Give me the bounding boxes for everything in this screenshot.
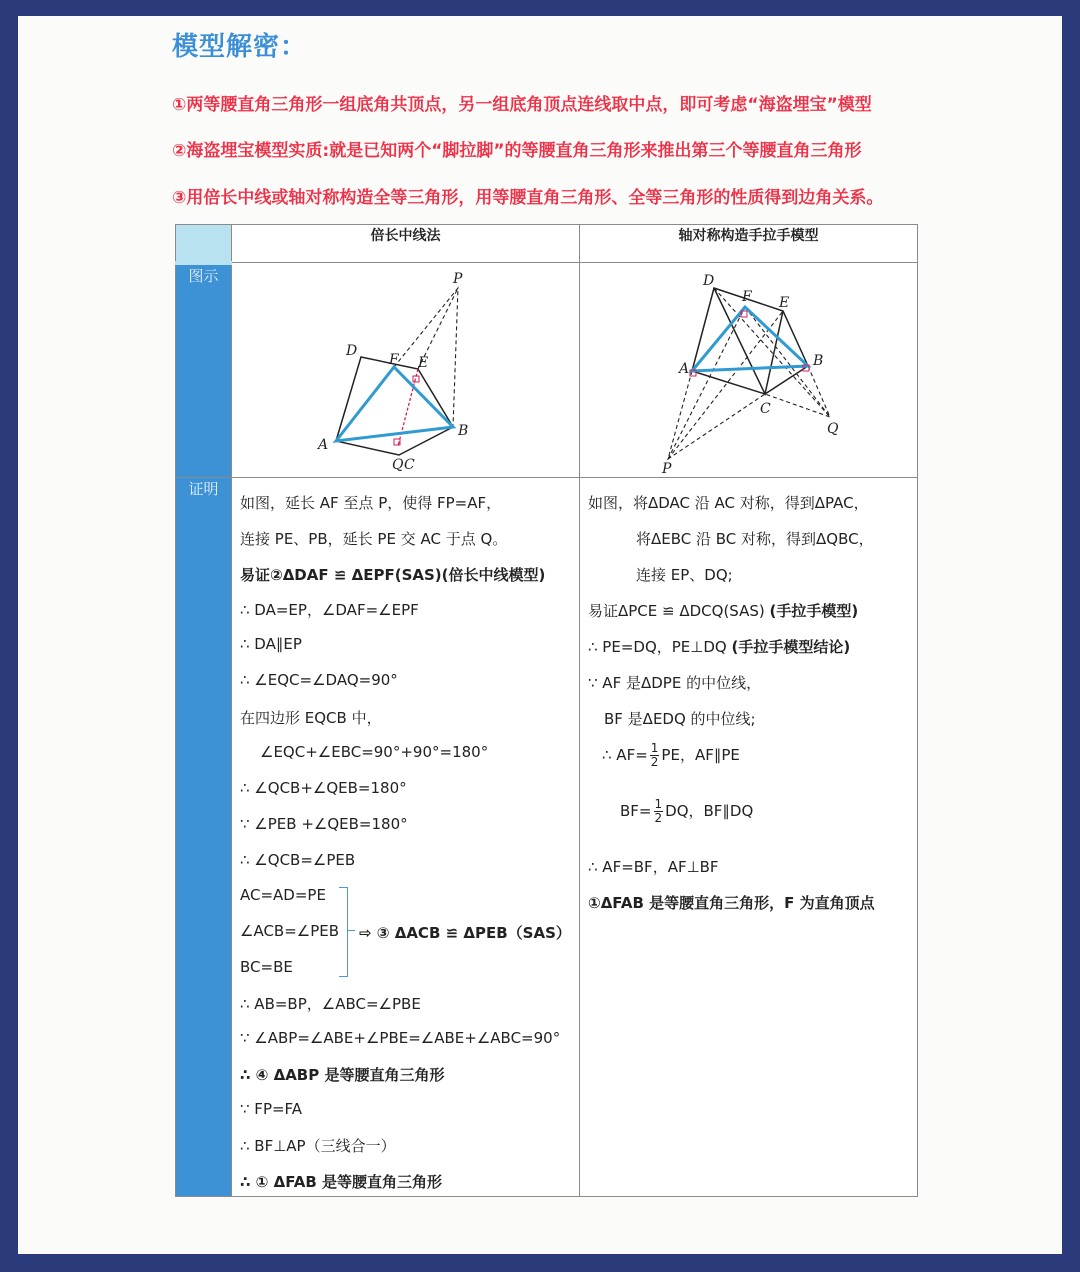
- proof-line-fraction: [620, 798, 753, 825]
- label-b: B: [458, 423, 469, 439]
- proof-text: ∴ AF=: [602, 746, 648, 764]
- label-c: C: [760, 401, 771, 417]
- rule-2: ②海盗埋宝模型实质:就是已知两个“脚拉脚”的等腰直角三角形来推出第三个等腰直角三角形: [172, 141, 862, 161]
- fraction: [654, 798, 664, 825]
- fraction-numerator: 1: [650, 741, 659, 755]
- label-d: D: [346, 343, 358, 359]
- label-c: C: [404, 457, 415, 473]
- fraction-numerator: 1: [654, 797, 663, 811]
- proof-line: ∵ FP=FA: [240, 1100, 303, 1118]
- proof-line: ①ΔFAB 是等腰直角三角形，F 为直角顶点: [588, 894, 875, 912]
- label-b: B: [813, 353, 824, 369]
- label-a: A: [318, 437, 329, 453]
- proof-text: DQ，BF∥DQ: [665, 802, 754, 820]
- label-q: Q: [392, 457, 404, 473]
- proof-line: BC=BE: [240, 958, 293, 976]
- proof-right-cell: [580, 478, 918, 1197]
- proof-line: ∵ AF 是ΔDPE 的中位线，: [588, 674, 762, 692]
- proof-note: (手拉手模型结论): [731, 638, 851, 656]
- row-label-figure: 图示: [176, 263, 232, 478]
- proof-line: ∴ DA∥EP: [240, 635, 302, 653]
- proof-line-conclusion: ⇨ ③ ΔACB ≌ ΔPEB（SAS）: [359, 924, 571, 942]
- proof-line: ∵ ∠ABP=∠ABE+∠PBE=∠ABE+∠ABC=90°: [240, 1029, 561, 1047]
- figure-right-cell: [580, 263, 918, 478]
- proof-line: 如图，延长 AF 至点 P，使得 FP=AF，: [240, 494, 502, 512]
- proof-line: ∴ AB=BP，∠ABC=∠PBE: [240, 995, 421, 1013]
- proof-left-cell: [232, 478, 580, 1197]
- proof-line: ∴ ∠QCB+∠QEB=180°: [240, 779, 407, 797]
- proof-line: BF 是ΔEDQ 的中位线;: [604, 710, 756, 728]
- proof-line: 在四边形 EQCB 中，: [240, 709, 382, 727]
- label-f: F: [742, 289, 752, 305]
- proof-text: PE，AF∥PE: [661, 746, 740, 764]
- col-header-midline: 倍长中线法: [232, 225, 580, 263]
- fraction-denominator: 2: [650, 755, 659, 769]
- proof-line: 如图，将ΔDAC 沿 AC 对称，得到ΔPAC，: [588, 494, 869, 512]
- proof-text: ∴ PE=DQ，PE⊥DQ: [588, 638, 727, 656]
- proof-line: ∴ ④ ΔABP 是等腰直角三角形: [240, 1066, 445, 1084]
- col-header-symmetry: 轴对称构造手拉手模型: [580, 225, 918, 263]
- figure-left: [232, 263, 578, 477]
- rule-1: ①两等腰直角三角形一组底角共顶点，另一组底角顶点连线取中点，即可考虑“海盗埋宝”模型: [172, 95, 872, 115]
- row-label-proof: 证明: [176, 478, 232, 1197]
- proof-line: ∴ BF⊥AP（三线合一）: [240, 1137, 396, 1155]
- label-q: Q: [827, 421, 839, 437]
- label-a: A: [679, 361, 690, 377]
- comparison-table: [175, 224, 918, 1197]
- brace: [339, 887, 348, 977]
- proof-line: [588, 600, 858, 621]
- proof-line: ∴ ① ΔFAB 是等腰直角三角形: [240, 1173, 442, 1191]
- label-p: P: [453, 271, 463, 287]
- label-e: E: [779, 295, 790, 311]
- label-d: D: [703, 273, 715, 289]
- table-corner: [176, 225, 232, 263]
- proof-line-fraction: [602, 742, 740, 769]
- proof-line: 连接 PE、PB，延长 PE 交 AC 于点 Q。: [240, 530, 508, 548]
- proof-line: 将ΔEBC 沿 BC 对称，得到ΔQBC，: [636, 530, 874, 548]
- proof-line: ∴ AF=BF，AF⊥BF: [588, 858, 719, 876]
- label-p: P: [662, 461, 672, 477]
- figure-left-cell: [232, 263, 580, 478]
- proof-line: ∴ ∠QCB=∠PEB: [240, 851, 356, 869]
- proof-line: ∵ ∠PEB +∠QEB=180°: [240, 815, 408, 833]
- proof-line: ∴ ∠EQC=∠DAQ=90°: [240, 671, 398, 689]
- brace-tick: [347, 930, 355, 931]
- proof-line: ∠ACB=∠PEB: [240, 922, 340, 940]
- proof-text: 易证ΔPCE ≌ ΔDCQ(SAS): [588, 602, 765, 620]
- fraction: [650, 742, 660, 769]
- proof-line: [588, 636, 850, 657]
- page: [18, 16, 1062, 1254]
- rule-3: ③用倍长中线或轴对称构造全等三角形，用等腰直角三角形、全等三角形的性质得到边角关系。: [172, 188, 884, 208]
- proof-line: ∴ DA=EP，∠DAF=∠EPF: [240, 601, 419, 619]
- label-f: F: [389, 352, 399, 368]
- fraction-denominator: 2: [654, 811, 663, 825]
- page-title: 模型解密：: [172, 32, 308, 62]
- proof-note: (手拉手模型): [769, 602, 859, 620]
- proof-line: AC=AD=PE: [240, 886, 326, 904]
- proof-text: BF=: [620, 802, 652, 820]
- proof-line: 连接 EP、DQ;: [636, 566, 733, 584]
- label-e: E: [418, 355, 429, 371]
- proof-line: 易证②ΔDAF ≌ ΔEPF(SAS)(倍长中线模型): [240, 566, 546, 584]
- figure-right: [580, 263, 916, 477]
- proof-line: ∠EQC+∠EBC=90°+90°=180°: [260, 743, 489, 761]
